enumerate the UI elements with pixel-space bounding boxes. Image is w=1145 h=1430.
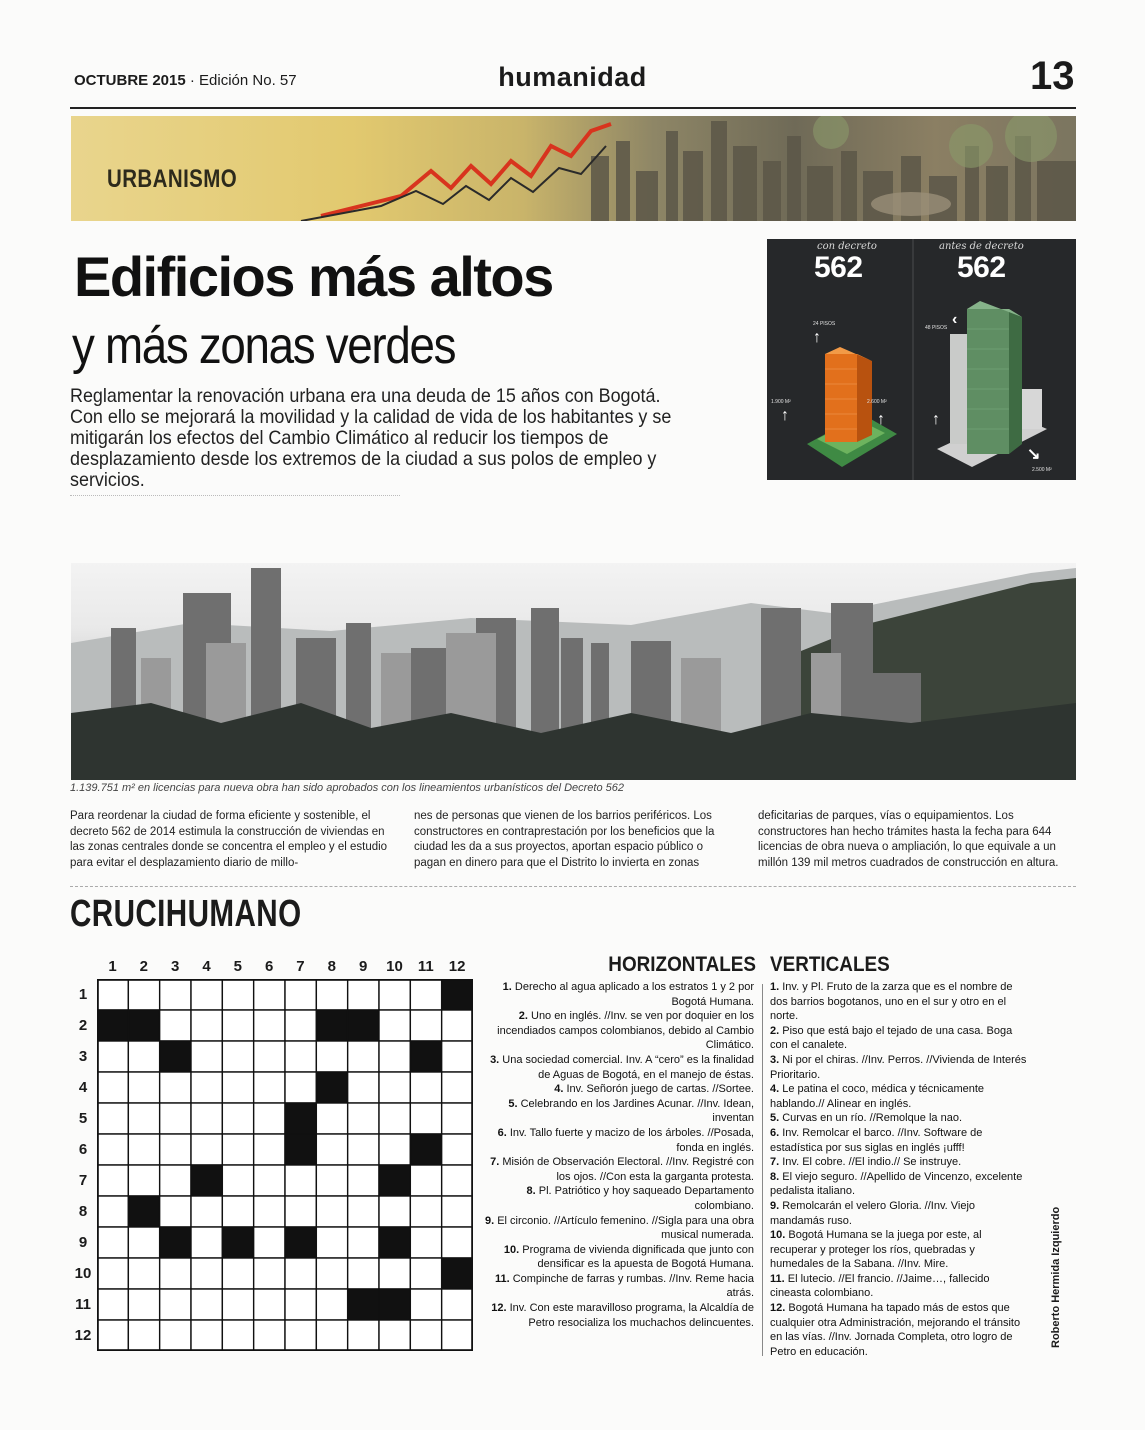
clue-text: Inv. Tallo fuerte y macizo de los árboles. //Posada, fonda en inglés. — [509, 1126, 754, 1154]
clue-text: Inv. Con este maravilloso programa, la Alcaldía de Petro resocializa los muchachos delincuentes. — [509, 1302, 754, 1329]
crossword-cell[interactable] — [285, 1010, 316, 1041]
crossword-cell[interactable] — [316, 1258, 347, 1289]
crossword-cell[interactable] — [254, 1134, 285, 1165]
crossword-black-cell — [191, 1165, 222, 1196]
crossword-cell[interactable] — [128, 1289, 159, 1320]
crossword-cell[interactable] — [410, 979, 441, 1010]
down-arrow-icon: ↘ — [1027, 446, 1041, 463]
right-caption: antes de decreto — [939, 241, 1024, 252]
crossword-cell[interactable] — [222, 1258, 253, 1289]
clue-text: Programa de vivienda dignificada que junto con densificar es la apuesta de Bogotá Humana. — [522, 1243, 754, 1271]
clue-text: Una sociedad comercial. Inv. A “cero” es la finalidad de Aguas de Bogotá, en el manejo de éstas. — [502, 1053, 754, 1081]
crossword-cell[interactable] — [442, 1041, 473, 1072]
clue-item — [770, 1082, 1028, 1111]
headline: Edificios más altos — [74, 245, 553, 308]
crossword-row-number: 6 — [78, 1141, 88, 1158]
crossword-cell[interactable] — [97, 1134, 128, 1165]
crossword-cell[interactable] — [410, 1320, 441, 1351]
crossword-col-number: 11 — [417, 958, 434, 975]
crossword-col-number: 10 — [386, 958, 403, 975]
crossword-cell[interactable] — [191, 1010, 222, 1041]
clue-number: 6. — [497, 1126, 510, 1139]
issue-date: OCTUBRE 2015 — [74, 72, 186, 89]
clue-item — [480, 1243, 754, 1272]
clue-text: Le patina el coco, médica y técnicamente hablando.// Alinear en inglés. — [770, 1083, 985, 1110]
crossword-col-number: 2 — [139, 958, 148, 975]
crossword-black-cell — [97, 1010, 128, 1041]
clue-number: 7. — [770, 1156, 783, 1169]
clue-item — [770, 1228, 1028, 1272]
verticales-clues — [770, 980, 1028, 1359]
dotted-rule — [70, 495, 400, 496]
left-decree-number: 562 — [814, 251, 863, 284]
clue-text: Pl. Patriótico y hoy saqueado Departamento colombiano. — [538, 1185, 754, 1212]
crossword-cell[interactable] — [348, 1041, 379, 1072]
clue-item — [480, 1301, 754, 1330]
crossword-grid[interactable] — [97, 979, 473, 1351]
crossword-cell[interactable] — [316, 1196, 347, 1227]
crossword-cell[interactable] — [442, 1289, 473, 1320]
clue-number: 10. — [770, 1229, 789, 1242]
crossword-cell[interactable] — [285, 1289, 316, 1320]
crossword-cell[interactable] — [285, 1196, 316, 1227]
clue-number: 7. — [490, 1156, 503, 1169]
crossword-cell[interactable] — [191, 979, 222, 1010]
crossword-cell[interactable] — [160, 1134, 191, 1165]
crossword-cell[interactable] — [316, 1289, 347, 1320]
decree-infographic — [767, 239, 1076, 480]
crossword-cell[interactable] — [191, 1289, 222, 1320]
crossword-row-number: 5 — [78, 1110, 88, 1127]
clue-item — [770, 1053, 1028, 1082]
crossword-col-number: 5 — [233, 958, 242, 975]
horizontales-title: HORIZONTALES — [608, 953, 756, 976]
crossword-cell[interactable] — [128, 1258, 159, 1289]
clue-item — [770, 1024, 1028, 1053]
arrow-left-icon: ‹ — [952, 311, 958, 328]
crossword-cell[interactable] — [222, 1010, 253, 1041]
crossword-cell[interactable] — [191, 1196, 222, 1227]
crossword-cell[interactable] — [442, 1320, 473, 1351]
crossword-cell[interactable] — [379, 979, 410, 1010]
crossword-cell[interactable] — [97, 1227, 128, 1258]
clue-item — [770, 1272, 1028, 1301]
crossword-cell[interactable] — [160, 1289, 191, 1320]
clue-text: El circonio. //Artículo femenino. //Sigla para una obra musical numerada. — [497, 1214, 754, 1242]
crossword-cell[interactable] — [316, 1165, 347, 1196]
clue-item — [480, 980, 754, 1009]
crossword-black-cell — [128, 1196, 159, 1227]
crossword-col-number: 7 — [296, 958, 305, 975]
clue-item — [480, 1053, 754, 1082]
crossword-cell[interactable] — [222, 1165, 253, 1196]
clue-item — [480, 1097, 754, 1126]
crossword-title: CRUCIHUMANO — [70, 893, 302, 935]
crossword-cell[interactable] — [97, 1289, 128, 1320]
left-area-label-2: 1.900 M² — [771, 399, 791, 405]
crossword-cell[interactable] — [379, 1196, 410, 1227]
clue-item — [770, 980, 1028, 1024]
crossword-cell[interactable] — [285, 1072, 316, 1103]
crossword-cell[interactable] — [285, 1041, 316, 1072]
clue-item — [770, 1155, 1028, 1170]
crossword-cell[interactable] — [222, 1196, 253, 1227]
crossword-cell[interactable] — [128, 1227, 159, 1258]
crossword-cell[interactable] — [128, 979, 159, 1010]
crossword-col-number: 9 — [358, 958, 368, 975]
clue-text: Celebrando en los Jardines Acunar. //Inv. Idean, inventan — [520, 1097, 754, 1125]
crossword-cell[interactable] — [254, 1227, 285, 1258]
crossword-cell[interactable] — [191, 1320, 222, 1351]
clue-item — [480, 1126, 754, 1155]
crossword-cell[interactable] — [410, 1072, 441, 1103]
crossword-cell[interactable] — [410, 1289, 441, 1320]
clue-text: Piso que está bajo el tejado de una casa. Boga con el canalete. — [770, 1024, 1013, 1052]
crossword-cell[interactable] — [97, 1320, 128, 1351]
crossword-cell[interactable] — [222, 1320, 253, 1351]
crossword-cell[interactable] — [442, 1227, 473, 1258]
crossword-cell[interactable] — [128, 1041, 159, 1072]
crossword-cell[interactable] — [97, 1196, 128, 1227]
crossword-cell[interactable] — [285, 979, 316, 1010]
crossword-cell[interactable] — [160, 1320, 191, 1351]
crossword-cell[interactable] — [128, 1165, 159, 1196]
photo-caption: 1.139.751 m² en licencias para nueva obra han sido aprobados con los lineamientos urbanísticos del Decreto 562 — [70, 782, 625, 794]
crossword-cell[interactable] — [160, 1165, 191, 1196]
crossword-cell[interactable] — [254, 979, 285, 1010]
crossword-black-cell — [348, 1289, 379, 1320]
crossword-row-number: 12 — [74, 1327, 92, 1344]
crossword-row-number: 4 — [78, 1079, 88, 1096]
crossword-cell[interactable] — [160, 1010, 191, 1041]
crossword-cell[interactable] — [191, 1258, 222, 1289]
crossword-cell[interactable] — [97, 1103, 128, 1134]
crossword-row-number: 9 — [78, 1234, 88, 1251]
clue-number: 9. — [770, 1199, 783, 1212]
crossword-cell[interactable] — [442, 1196, 473, 1227]
crossword-cell[interactable] — [222, 1134, 253, 1165]
up-arrow-icon: ↑ — [813, 329, 821, 346]
crossword-cell[interactable] — [285, 1320, 316, 1351]
right-decree-number: 562 — [957, 251, 1006, 284]
clue-number: 4. — [770, 1083, 783, 1096]
crossword-cell[interactable] — [442, 1103, 473, 1134]
clue-number: 12. — [491, 1302, 510, 1315]
crossword-col-number: 3 — [170, 958, 180, 975]
crossword-cell[interactable] — [254, 1289, 285, 1320]
clue-text: Inv. Remolcar el barco. //Inv. Software de estadística por sus siglas en inglés ¡ufff! — [770, 1126, 983, 1154]
crossword-cell[interactable] — [348, 1134, 379, 1165]
crossword-cell[interactable] — [316, 1041, 347, 1072]
issue-separator: · — [189, 72, 195, 89]
up-arrow-icon-2: ↑ — [781, 407, 789, 424]
crossword-black-cell — [442, 1258, 473, 1289]
clue-text: Inv. y Pl. Fruto de la zarza que es el nombre de dos barrios bogotanos, uno en el sur y otro en el norte. — [770, 981, 1013, 1023]
clue-item — [770, 1301, 1028, 1359]
crossword-row-number: 2 — [78, 1017, 88, 1034]
crossword-cell[interactable] — [191, 1134, 222, 1165]
crossword-cell[interactable] — [254, 1196, 285, 1227]
section-banner — [71, 116, 1076, 221]
crossword-row-number: 10 — [74, 1265, 92, 1282]
crossword-cell[interactable] — [410, 1227, 441, 1258]
crossword-cell[interactable] — [128, 1320, 159, 1351]
crossword-cell[interactable] — [191, 1041, 222, 1072]
body-column-1: Para reordenar la ciudad de forma eficiente y sostenible, el decreto 562 de 2014 estimula la construcción de viviendas en las zonas centrales donde se concentra el empleo y el estudio para evitar el desplazamiento diario de millo- — [70, 810, 388, 869]
clue-number: 2. — [770, 1024, 783, 1037]
crossword-cell[interactable] — [379, 1041, 410, 1072]
clue-item — [770, 1199, 1028, 1228]
clue-number: 5. — [770, 1112, 783, 1125]
crossword-cell[interactable] — [254, 1103, 285, 1134]
crossword-cell[interactable] — [442, 1010, 473, 1041]
clue-text: Inv. El cobre. //El indio.// Se instruye. — [782, 1156, 962, 1169]
clue-number: 11. — [770, 1272, 788, 1285]
crossword-black-cell — [379, 1227, 410, 1258]
clue-item — [770, 1170, 1028, 1199]
clue-number: 1. — [502, 981, 515, 993]
crossword-black-cell — [285, 1227, 316, 1258]
crossword-cell[interactable] — [379, 1072, 410, 1103]
crossword-col-number: 1 — [108, 958, 117, 975]
clue-number: 3. — [770, 1053, 783, 1066]
crossword-cell[interactable] — [285, 1258, 316, 1289]
lead-paragraph: Reglamentar la renovación urbana era una deuda de 15 años con Bogotá. Con ello se mejorará la movilidad y la calidad de vida de los habitantes y se mitigarán los efectos del Cambio Climático al reducir los tiempos de desplazamiento desde los extremos de la ciudad a sus polos de empleo y servicios. — [70, 385, 672, 491]
crossword-cell[interactable] — [254, 1072, 285, 1103]
crossword-row-number: 8 — [78, 1203, 88, 1220]
crossword-cell[interactable] — [97, 979, 128, 1010]
clue-number: 2. — [518, 1010, 531, 1023]
crossword-row-number: 7 — [78, 1172, 88, 1189]
crossword-author: Roberto Hermida Izquierdo — [1050, 1206, 1062, 1348]
crossword-cell[interactable] — [160, 1072, 191, 1103]
crossword-cell[interactable] — [254, 1320, 285, 1351]
crossword-cell[interactable] — [316, 1320, 347, 1351]
clue-text: Remolcarán el velero Gloria. //Inv. Viejo mandamás ruso. — [770, 1199, 976, 1227]
clue-number: 4. — [554, 1083, 567, 1096]
left-area-label: 2.600 M² — [867, 399, 887, 405]
clue-number: 8. — [770, 1170, 783, 1183]
crossword-cell[interactable] — [442, 1165, 473, 1196]
clue-item — [480, 1155, 754, 1184]
crossword-cell[interactable] — [254, 1041, 285, 1072]
clue-text: El lutecio. //El francio. //Jaime…, fallecido cineasta colombiano. — [770, 1272, 990, 1300]
crossword-cell[interactable] — [191, 1072, 222, 1103]
clue-text: Compinche de farras y rumbas. //Inv. Reme hacia atrás. — [512, 1272, 754, 1300]
crossword-cell[interactable] — [316, 1103, 347, 1134]
clue-item — [480, 1272, 754, 1301]
crossword-cell[interactable] — [348, 1165, 379, 1196]
banner-label: URBANISMO — [107, 165, 238, 193]
crossword-cell[interactable] — [160, 979, 191, 1010]
clues-separator — [762, 984, 763, 1356]
crossword-cell[interactable] — [222, 979, 253, 1010]
skyline-graphic — [71, 563, 1076, 780]
crossword-black-cell — [316, 1072, 347, 1103]
up-arrow-icon-4: ↑ — [932, 411, 940, 428]
left-floors-label: 24 PISOS — [813, 321, 836, 327]
crossword-cell[interactable] — [442, 1072, 473, 1103]
crossword-cell[interactable] — [222, 1041, 253, 1072]
right-floors-label: 48 PISOS — [925, 325, 948, 331]
header-rule — [70, 107, 1076, 109]
crossword-cell[interactable] — [410, 1010, 441, 1041]
crossword-black-cell — [410, 1041, 441, 1072]
crossword-cell[interactable] — [316, 1227, 347, 1258]
crossword-row-number: 3 — [78, 1048, 88, 1065]
crossword-cell[interactable] — [285, 1165, 316, 1196]
crossword-cell[interactable] — [254, 1010, 285, 1041]
crossword-cell[interactable] — [410, 1103, 441, 1134]
crossword-cell[interactable] — [222, 1072, 253, 1103]
crossword-cell[interactable] — [160, 1196, 191, 1227]
crossword-cell[interactable] — [348, 1103, 379, 1134]
crossword-cell[interactable] — [410, 1258, 441, 1289]
crossword-cell[interactable] — [316, 1134, 347, 1165]
clue-number: 10. — [503, 1243, 523, 1256]
clue-item — [770, 1111, 1028, 1126]
crossword-col-number: 12 — [448, 958, 466, 975]
crossword-cell[interactable] — [160, 1103, 191, 1134]
crossword-black-cell — [160, 1227, 191, 1258]
crossword-row-number: 11 — [75, 1296, 91, 1313]
crossword-cell[interactable] — [442, 1134, 473, 1165]
crossword-cell[interactable] — [222, 1289, 253, 1320]
clue-text: Bogotá Humana se la juega por este, al recuperar y proteger los ríos, quebradas y humedales de la Sabana. //Inv. Mire. — [770, 1229, 982, 1271]
up-arrow-icon-3: ↑ — [877, 411, 885, 428]
crossword-cell[interactable] — [160, 1258, 191, 1289]
clue-number: 11. — [494, 1272, 513, 1285]
crossword-cell[interactable] — [348, 1320, 379, 1351]
crossword-cell[interactable] — [128, 1134, 159, 1165]
crossword-cell[interactable] — [191, 1103, 222, 1134]
clue-number: 1. — [770, 981, 783, 993]
crossword-cell[interactable] — [379, 1010, 410, 1041]
body-column-3: deficitarias de parques, vías o equipamientos. Los constructores han hecho trámites hasta la fecha para 644 licencias de obra nueva o ampliación, lo que equivale a un millón 139 mil metros cuadrados de construcción en altura. — [758, 810, 1059, 869]
clue-number: 8. — [526, 1185, 539, 1198]
crossword-black-cell — [379, 1289, 410, 1320]
clue-text: Curvas en un río. //Remolque la nao. — [782, 1112, 962, 1125]
clue-item — [480, 1184, 754, 1213]
clue-text: Ni por el chiras. //Inv. Perros. //Vivienda de Interés Prioritario. — [770, 1053, 1027, 1081]
clue-item — [770, 1126, 1028, 1155]
page-number: 13 — [1030, 54, 1075, 98]
clue-number: 12. — [770, 1302, 789, 1315]
crossword-cell[interactable] — [348, 1258, 379, 1289]
crossword-col-number: 4 — [202, 958, 211, 975]
clue-text: Misión de Observación Electoral. //Inv. Registré con los ojos. //Con esta la garganta protesta. — [502, 1156, 754, 1183]
clue-text: Bogotá Humana ha tapado más de estos que cualquier otra Administración, mejorando el tránsito en las vías. //Inv. Jornada Completa, otro logro de Petro en educación. — [770, 1302, 1021, 1358]
clue-item — [480, 1009, 754, 1053]
clue-item — [480, 1082, 754, 1097]
crossword-cell[interactable] — [128, 1103, 159, 1134]
clue-text: El viejo seguro. //Apellido de Vincenzo, excelente pedalista italiano. — [770, 1170, 1023, 1198]
crossword-black-cell — [316, 1010, 347, 1041]
crossword-cell[interactable] — [348, 979, 379, 1010]
section-name: humanidad — [498, 62, 647, 92]
crossword-cell[interactable] — [410, 1196, 441, 1227]
crossword-black-cell — [222, 1227, 253, 1258]
crossword-cell[interactable] — [97, 1165, 128, 1196]
crossword-cell[interactable] — [97, 1258, 128, 1289]
crossword-cell[interactable] — [191, 1227, 222, 1258]
body-column-2: nes de personas que vienen de los barrios periféricos. Los constructores en contraprestación por los beneficios que la ciudad les da a sus proyectos, aportan espacio público o pagan en dinero para que el Distrito lo invierta en zonas — [414, 810, 715, 869]
crossword-cell[interactable] — [254, 1165, 285, 1196]
clue-text: Uno en inglés. //Inv. se ven por doquier en los incendiados campos colombianos, debido al Cambio Climático. — [497, 1010, 754, 1052]
crossword-cell[interactable] — [348, 1227, 379, 1258]
crossword-cell[interactable] — [379, 1258, 410, 1289]
horizontales-clues — [480, 980, 754, 1330]
clue-number: 9. — [484, 1214, 498, 1227]
crossword-cell[interactable] — [222, 1103, 253, 1134]
clue-text: Inv. Señorón juego de cartas. //Sortee. — [566, 1083, 754, 1096]
clue-number: 5. — [508, 1097, 521, 1110]
crossword-cell[interactable] — [97, 1072, 128, 1103]
issue-edition: Edición No. 57 — [199, 72, 297, 89]
clue-item — [480, 1214, 754, 1243]
crossword-black-cell — [285, 1134, 316, 1165]
crossword-black-cell — [285, 1103, 316, 1134]
crossword-cell[interactable] — [379, 1103, 410, 1134]
crossword-cell[interactable] — [410, 1165, 441, 1196]
crossword-row-number: 1 — [78, 986, 88, 1003]
crossword-cell[interactable] — [254, 1258, 285, 1289]
crossword-black-cell — [410, 1134, 441, 1165]
verticales-title: VERTICALES — [770, 953, 890, 976]
crossword-col-number: 8 — [327, 958, 336, 975]
crossword-cell[interactable] — [348, 1196, 379, 1227]
crossword-cell[interactable] — [379, 1320, 410, 1351]
crossword-cell[interactable] — [128, 1072, 159, 1103]
clue-number: 6. — [770, 1126, 783, 1139]
crossword-cell[interactable] — [316, 979, 347, 1010]
crossword-col-number: 6 — [264, 958, 274, 975]
crossword-cell[interactable] — [348, 1072, 379, 1103]
section-divider — [70, 886, 1076, 887]
crossword-black-cell — [442, 979, 473, 1010]
crossword-cell[interactable] — [97, 1041, 128, 1072]
crossword-black-cell — [379, 1165, 410, 1196]
subheadline: y más zonas verdes — [72, 317, 456, 375]
clue-number: 3. — [490, 1053, 503, 1066]
crossword-black-cell — [160, 1041, 191, 1072]
crossword-black-cell — [128, 1010, 159, 1041]
right-area-label: 2.500 M² — [1032, 467, 1052, 473]
clue-text: Derecho al agua aplicado a los estratos 1 y 2 por Bogotá Humana. — [514, 981, 754, 1008]
left-caption: con decreto — [817, 241, 877, 252]
crossword-cell[interactable] — [379, 1134, 410, 1165]
crossword-black-cell — [348, 1010, 379, 1041]
skyline-photo — [71, 563, 1076, 780]
